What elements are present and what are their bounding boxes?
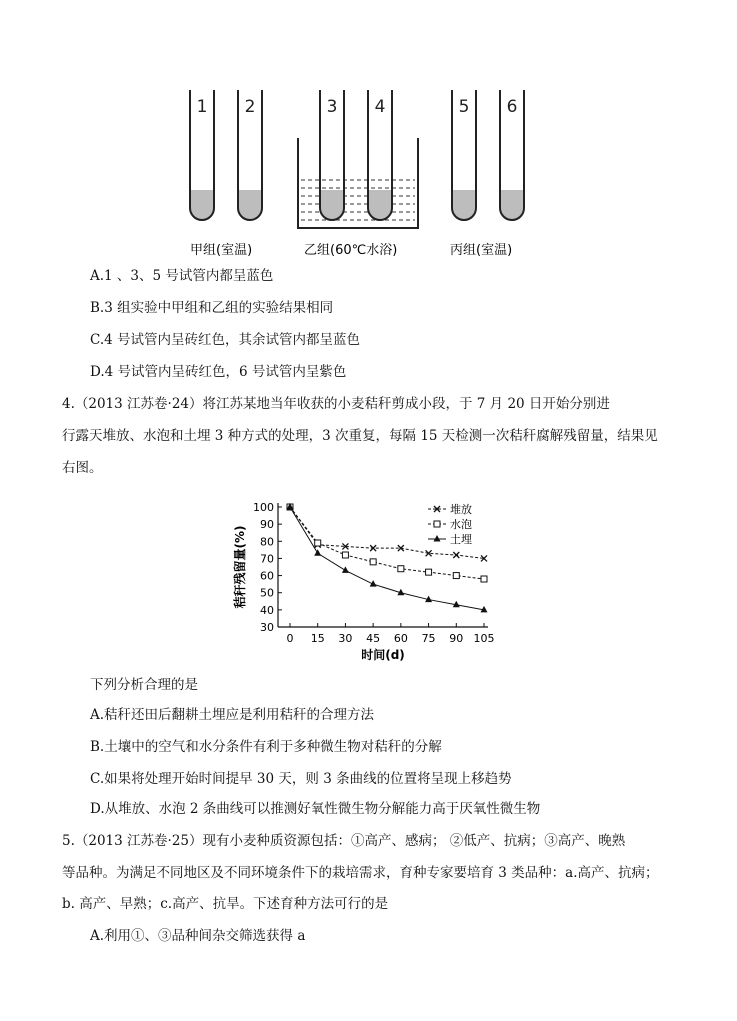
data-point (434, 535, 441, 542)
q4-option-c: C.如果将处理开始时间提早 30 天，则 3 条曲线的位置将呈现上移趋势 (90, 771, 512, 787)
tube-number-label: 1 (196, 97, 208, 117)
q4-option-a: A.秸秆还田后翻耕土埋应是利用秸秆的合理方法 (90, 707, 375, 723)
tube-number-label: 5 (458, 97, 470, 117)
q5-option-a: A.利用①、③品种间杂交筛选获得 a (90, 928, 306, 944)
q4-stem-line2: 行露天堆放、水泡和土埋 3 种方式的处理，3 次重复，每隔 15 天检测一次秸秆腐解残留量，结果见 (62, 428, 658, 444)
y-tick-label: 70 (260, 552, 274, 566)
data-point (398, 566, 404, 572)
q5-stem-line3: b. 高产、早熟；c.高产、抗旱。下述育种方法可行的是 (62, 896, 389, 912)
data-point (481, 576, 487, 582)
data-point (342, 552, 348, 558)
q4-option-d: D.从堆放、水泡 2 条曲线可以推测好氧性微生物分解能力高于厌氧性微生物 (90, 801, 541, 817)
x-tick-label: 75 (421, 632, 436, 645)
data-point (370, 559, 376, 565)
x-tick-label: 105 (473, 632, 495, 645)
tube-number-label: 3 (326, 97, 338, 117)
water-dashes (301, 180, 415, 220)
x-tick-label: 30 (338, 632, 353, 645)
legend-item (428, 532, 472, 546)
legend-label: 堆放 (450, 503, 472, 516)
tube-number-label: 4 (374, 97, 386, 117)
tube-number-label: 2 (244, 97, 256, 117)
legend-label: 水泡 (450, 518, 472, 531)
test-tube-1 (190, 90, 214, 220)
x-tick-label: 45 (366, 632, 381, 645)
test-tube-5 (452, 90, 476, 220)
test-tube-2 (238, 90, 262, 220)
group-label-bing: 丙组(室温) (450, 243, 513, 258)
y-tick-label: 80 (260, 535, 274, 549)
data-point (426, 569, 432, 575)
test-tube-diagram (180, 82, 540, 262)
q5-stem-line2: 等品种。为满足不同地区及不同环境条件下的栽培需求，育种专家要培育 3 类品种：a.高产、抗病； (62, 865, 659, 881)
data-point (315, 540, 321, 546)
y-tick-label: 30 (260, 621, 274, 634)
data-point (342, 566, 349, 573)
x-tick-label: 90 (449, 632, 464, 645)
y-tick-label: 60 (260, 569, 274, 583)
legend-item (428, 502, 472, 516)
water-bath (298, 138, 418, 228)
data-point (434, 521, 440, 527)
x-tick-label: 15 (310, 632, 325, 645)
tube-number-label: 6 (506, 97, 518, 117)
data-point (453, 552, 459, 558)
q3-option-b: B.3 组实验中甲组和乙组的实验结果相同 (90, 300, 334, 316)
q3-option-a: A.1 、3、5 号试管内都呈蓝色 (90, 268, 274, 284)
y-tick-label: 90 (260, 518, 274, 532)
y-tick-label: 50 (260, 586, 274, 600)
q4-option-b: B.土壤中的空气和水分条件有利于多种微生物对秸秆的分解 (90, 739, 442, 755)
q5-stem-line1: 5.（2013 江苏卷·25）现有小麦种质资源包括：①高产、感病； ②低产、抗病；③高产、晚熟 (62, 833, 626, 849)
test-tube-3 (320, 90, 344, 220)
q4-stem-line1: 4.（2013 江苏卷·24）将江苏某地当年收获的小麦秸秆剪成小段，于 7 月 20 日开始分别进 (62, 396, 610, 412)
straw-residue-chart (230, 495, 510, 670)
legend-item (428, 517, 472, 531)
test-tube-6 (500, 90, 524, 220)
data-point (314, 549, 321, 556)
q3-option-d: D.4 号试管内呈砖红色，6 号试管内呈紫色 (90, 364, 347, 380)
y-axis-title: 秸秆残留量(%) (233, 525, 247, 609)
x-tick-label: 60 (393, 632, 408, 645)
test-tube-4 (368, 90, 392, 220)
x-axis-title: 时间(d) (361, 648, 405, 662)
group-label-jia: 甲组(室温) (190, 243, 253, 258)
y-tick-label: 40 (260, 603, 274, 617)
x-tick-label: 0 (286, 632, 294, 645)
q4-prompt: 下列分析合理的是 (90, 677, 198, 693)
data-point (453, 573, 459, 579)
group-label-yi: 乙组(60℃水浴) (304, 243, 398, 258)
legend-label: 土埋 (450, 533, 472, 546)
y-tick-label: 100 (253, 501, 274, 514)
q3-option-c: C.4 号试管内呈砖红色，其余试管内都呈蓝色 (90, 332, 361, 348)
q4-stem-line3: 右图。 (62, 460, 103, 476)
